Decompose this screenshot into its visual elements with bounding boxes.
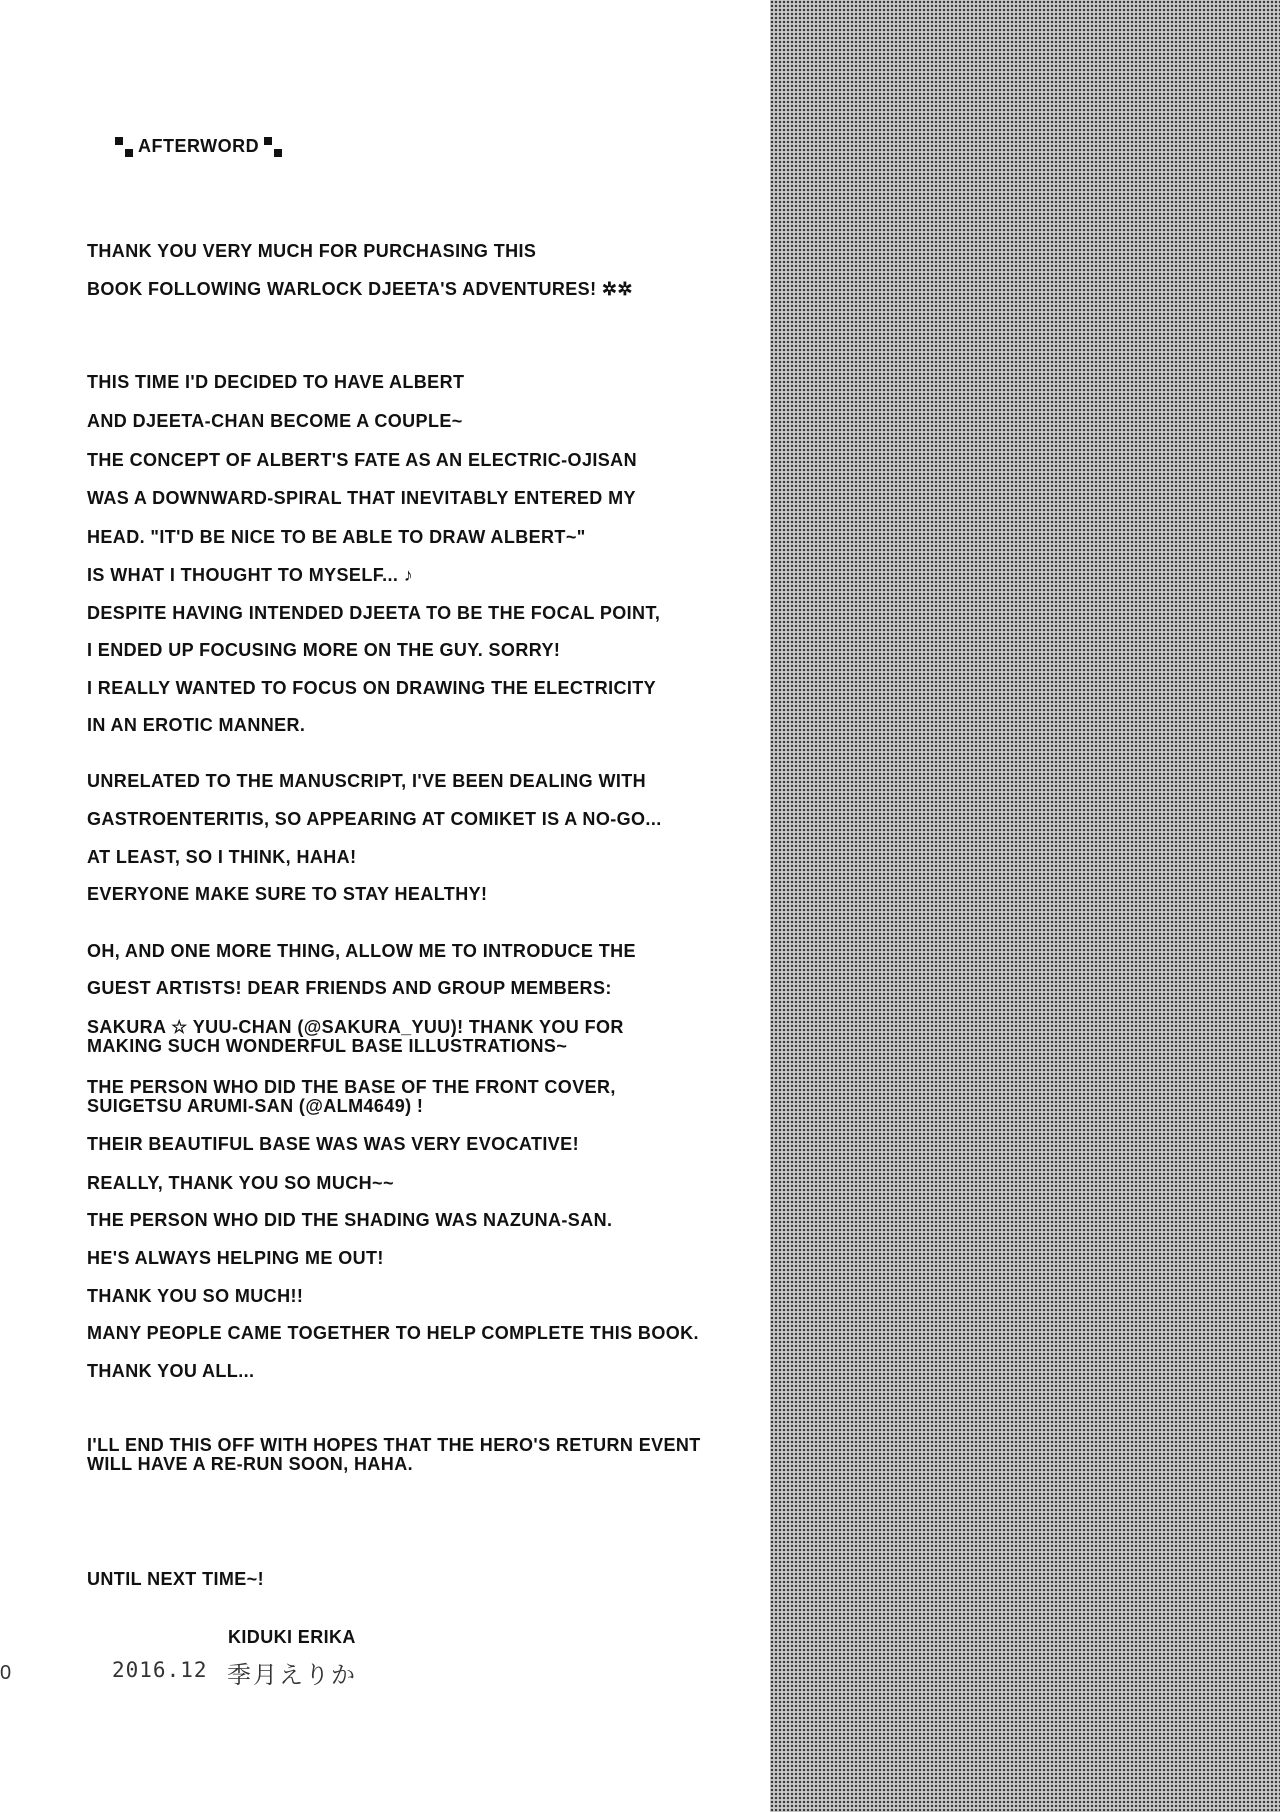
text-line: THE CONCEPT OF ALBERT'S FATE AS AN ELECTRIC-OJISAN xyxy=(87,450,637,470)
text-line: AND DJEETA-CHAN BECOME A COUPLE~ xyxy=(87,411,463,431)
text-line: MAKING SUCH WONDERFUL BASE ILLUSTRATIONS~ xyxy=(87,1036,568,1056)
text-line: SUIGETSU ARUMI-SAN (@ALM4649) ! xyxy=(87,1096,424,1116)
text-line: IN AN EROTIC MANNER. xyxy=(87,715,306,735)
text-line: OH, AND ONE MORE THING, ALLOW ME TO INTRODUCE THE xyxy=(87,941,636,961)
text-line: UNTIL NEXT TIME~! xyxy=(87,1569,264,1589)
text-line: HEAD. "IT'D BE NICE TO BE ABLE TO DRAW ALBERT~" xyxy=(87,527,586,547)
square-ornament-icon xyxy=(115,137,133,157)
text-line-pair xyxy=(87,1436,701,1474)
text-line: THIS TIME I'D DECIDED TO HAVE ALBERT xyxy=(87,372,465,392)
author-name: KIDUKI ERIKA xyxy=(228,1627,356,1647)
text-line: I ENDED UP FOCUSING MORE ON THE GUY. SORRY! xyxy=(87,640,561,660)
text-line: MANY PEOPLE CAME TOGETHER TO HELP COMPLETE THIS BOOK. xyxy=(87,1323,699,1343)
text-line: WAS A DOWNWARD-SPIRAL THAT INEVITABLY ENTERED MY xyxy=(87,488,636,508)
heading-text: AFTERWORD xyxy=(138,136,260,156)
page-number: 0 xyxy=(0,1662,12,1684)
text-line: BOOK FOLLOWING WARLOCK DJEETA'S ADVENTURES! ✲✲ xyxy=(87,279,633,299)
signature-date: 2016.12 xyxy=(112,1658,208,1682)
text-line: THE PERSON WHO DID THE SHADING WAS NAZUNA-SAN. xyxy=(87,1210,613,1230)
text-line: WILL HAVE A RE-RUN SOON, HAHA. xyxy=(87,1454,413,1474)
square-ornament-icon xyxy=(264,137,282,157)
afterword-heading xyxy=(110,136,287,157)
text-line: THEIR BEAUTIFUL BASE WAS WAS VERY EVOCATIVE! xyxy=(87,1134,579,1154)
text-line: HE'S ALWAYS HELPING ME OUT! xyxy=(87,1248,384,1268)
text-line-pair xyxy=(87,1078,616,1116)
text-line: THANK YOU ALL... xyxy=(87,1361,255,1381)
text-line: AT LEAST, SO I THINK, HAHA! xyxy=(87,847,357,867)
text-line: GUEST ARTISTS! DEAR FRIENDS AND GROUP MEMBERS: xyxy=(87,978,612,998)
screentone-panel xyxy=(770,0,1280,1812)
text-line: UNRELATED TO THE MANUSCRIPT, I'VE BEEN DEALING WITH xyxy=(87,771,647,791)
text-line: IS WHAT I THOUGHT TO MYSELF... ♪ xyxy=(87,565,414,585)
text-line: SAKURA ☆ YUU-CHAN (@SAKURA_YUU)! THANK YOU FOR xyxy=(87,1017,624,1037)
text-line: EVERYONE MAKE SURE TO STAY HEALTHY! xyxy=(87,884,488,904)
text-line: I REALLY WANTED TO FOCUS ON DRAWING THE ELECTRICITY xyxy=(87,678,657,698)
text-line: REALLY, THANK YOU SO MUCH~~ xyxy=(87,1173,394,1193)
text-line: I'LL END THIS OFF WITH HOPES THAT THE HERO'S RETURN EVENT xyxy=(87,1435,701,1455)
text-line: GASTROENTERITIS, SO APPEARING AT COMIKET IS A NO-GO... xyxy=(87,809,662,829)
text-line: THANK YOU SO MUCH!! xyxy=(87,1286,304,1306)
text-line: THE PERSON WHO DID THE BASE OF THE FRONT COVER, xyxy=(87,1077,616,1097)
text-line: THANK YOU VERY MUCH FOR PURCHASING THIS xyxy=(87,241,537,261)
text-line: DESPITE HAVING INTENDED DJEETA TO BE THE FOCAL POINT, xyxy=(87,603,661,623)
text-line-pair xyxy=(87,1018,624,1056)
signature-japanese-name: 季月えりか xyxy=(227,1662,357,1689)
